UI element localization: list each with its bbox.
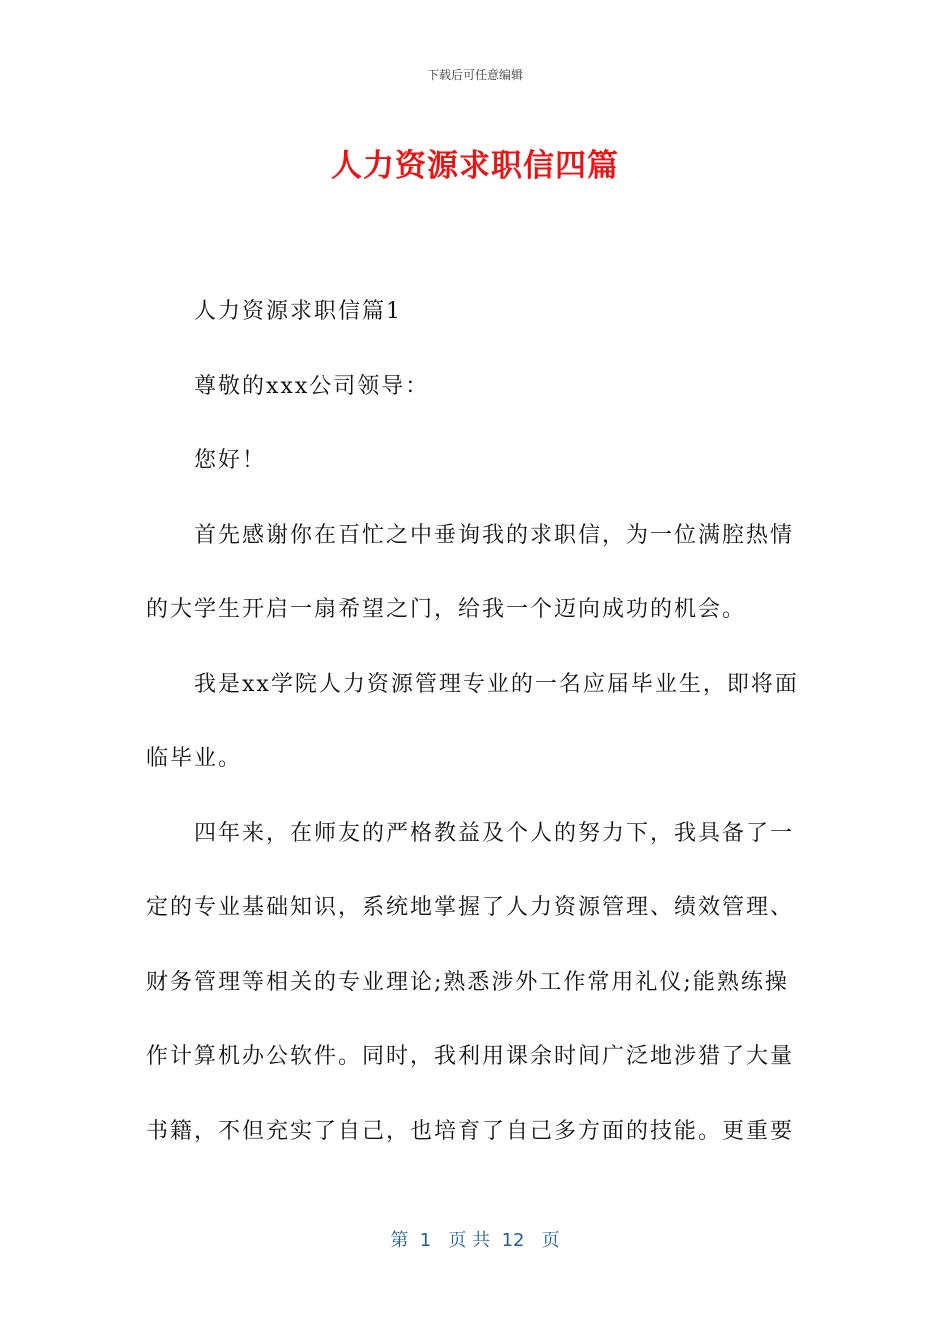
page-number-footer: 第 1 页 共 12 页: [390, 1230, 560, 1251]
paragraph-greeting: 您好！: [194, 448, 267, 473]
paragraph-introduction: 我是xx学院人力资源管理专业的一名应届毕业生，即将面临毕业。: [146, 671, 799, 771]
paragraph-section-heading: 人力资源求职信篇1: [194, 299, 402, 324]
document-title: 人力资源求职信四篇: [331, 148, 619, 184]
paragraph-salutation: 尊敬的xxx公司领导：: [194, 373, 430, 399]
paragraph-thanks: 首先感谢你在百忙之中垂询我的求职信，为一位满腔热情的大学生开启一扇希望之门，给我一个迈向成功的机会。: [146, 522, 795, 622]
document-body: [146, 275, 802, 1169]
paragraph-qualifications: 四年来，在师友的严格教益及个人的努力下，我具备了一定的专业基础知识，系统地掌握了人力资源管理、绩效管理、财务管理等相关的专业理论;熟悉涉外工作常用礼仪;能熟练操作计算机办公软件。同时，我利用课余时间广泛地涉猎了大量书籍，不但充实了自己，也培育了自己多方面的技能。更重要: [146, 820, 795, 1144]
header-note: 下载后可任意编辑: [426, 68, 523, 82]
